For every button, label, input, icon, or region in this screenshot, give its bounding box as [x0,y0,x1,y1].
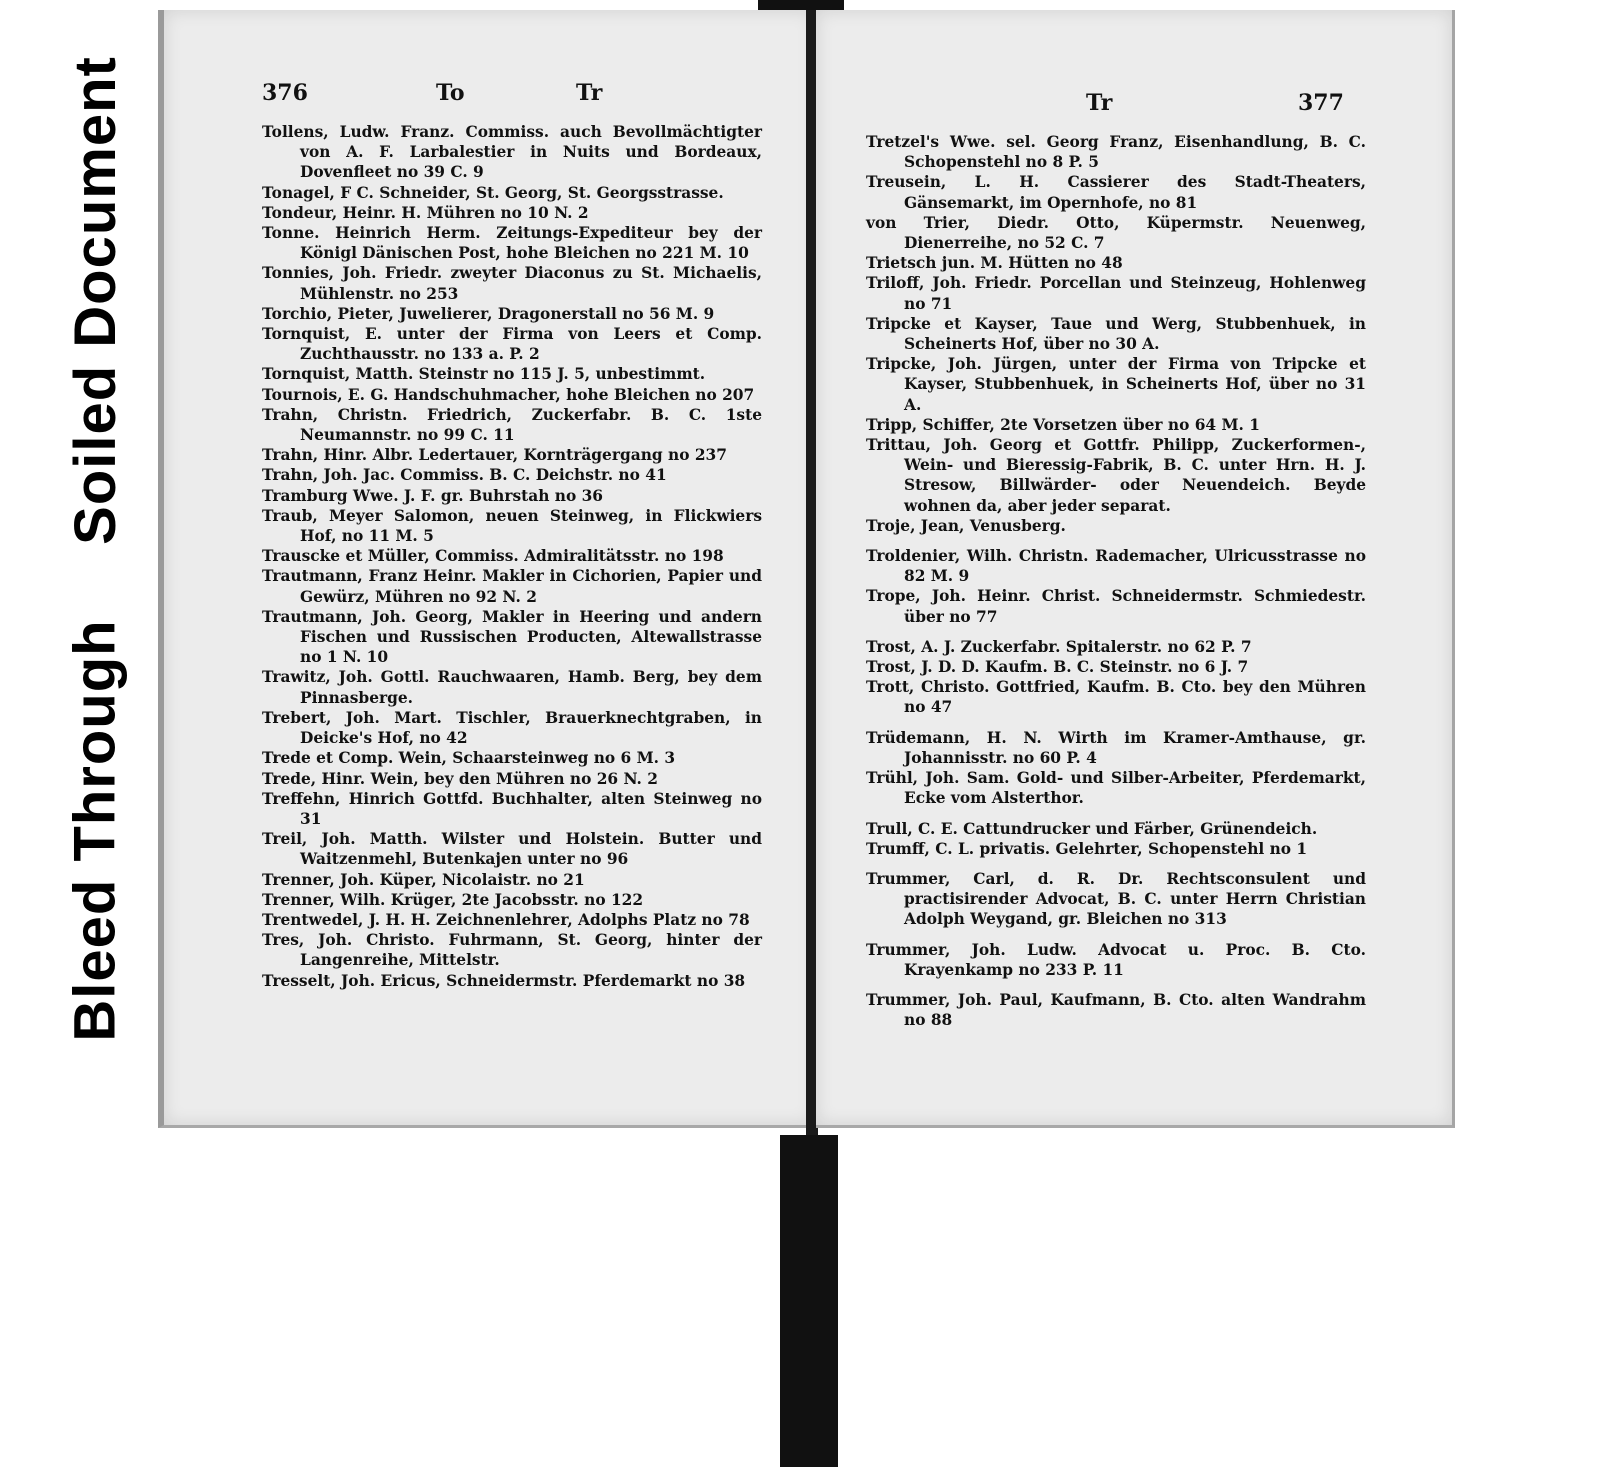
directory-entry: Tonne. Heinrich Herm. Zeitungs-Expediteur bey der Königl Dänischen Post, hohe Bleichen no 221 M. 10 [262,224,762,263]
directory-entry: Trede et Comp. Wein, Schaarsteinweg no 6 M. 3 [262,749,676,768]
directory-entry: Troldenier, Wilh. Christn. Rademacher, Ulricusstrasse no 82 M. 9 [866,547,1366,586]
directory-entry: Trühl, Joh. Sam. Gold- und Silber-Arbeiter, Pferdemarkt, Ecke vom Alsterthor. [866,769,1366,808]
directory-entry: Trenner, Joh. Küper, Nicolaistr. no 21 [262,870,585,889]
directory-entry: Trittau, Joh. Georg et Gottfr. Philipp, Zuckerformen-, Wein- und Bieressig-Fabrik, B. C. unter Hrn. H. J. Stresow, Billwärder- oder Neuendeich. Beyde wohnen da, aber jeder separat. [866,436,1366,515]
bleed-through-text: Bleed Through [62,618,128,1042]
directory-entry: Tournois, E. G. Handschuhmacher, hohe Bleichen no 207 [262,385,755,404]
left-page [158,10,814,1128]
directory-entry: Trummer, Joh. Paul, Kaufmann, B. Cto. alten Wandrahm no 88 [866,990,1366,1030]
directory-entry: Trope, Joh. Heinr. Christ. Schneidermstr. Schmiedestr. über no 77 [866,587,1366,626]
soiled-document-text: Soiled Document [62,55,128,545]
directory-entry: Traub, Meyer Salomon, neuen Steinweg, in Flickwiers Hof, no 11 M. 5 [262,506,762,546]
soiled-document-label [60,40,130,560]
bleed-through-label [60,600,130,1060]
directory-entry: Trautmann, Joh. Georg, Makler in Heering und andern Fischen und Russischen Producten, Altewallstrasse no 1 N. 10 [262,607,762,667]
directory-entry: Trummer, Carl, d. R. Dr. Rechtsconsulent und practisirender Advocat, B. C. unter Herrn Christian Adolph Weygand, gr. Bleichen no 313 [866,869,1366,929]
open-book [158,10,1458,1135]
directory-entry: von Trier, Diedr. Otto, Küpermstr. Neuenweg, Dienerreihe, no 52 C. 7 [866,213,1366,253]
directory-entry: Tornquist, Matth. Steinstr no 115 J. 5, unbestimmt. [262,365,706,384]
directory-entry: Trauscke et Müller, Commiss. Admiralitätsstr. no 198 [262,547,724,566]
directory-entry: Tretzel's Wwe. sel. Georg Franz, Eisenhandlung, B. C. Schopenstehl no 8 P. 5 [866,133,1366,172]
directory-entry: Tripcke et Kayser, Taue und Werg, Stubbenhuek, in Scheinerts Hof, über no 30 A. [866,314,1366,354]
directory-entry: Tres, Joh. Christo. Fuhrmann, St. Georg, hinter der Langenreihe, Mittelstr. [262,931,762,970]
directory-entry: Trahn, Hinr. Albr. Ledertauer, Kornträgergang no 237 [262,446,727,465]
directory-entry: Trede, Hinr. Wein, bey den Mühren no 26 N. 2 [262,769,658,788]
directory-entry: Treil, Joh. Matth. Wilster und Holstein. Butter und Waitzenmehl, Butenkajen unter no 96 [262,830,762,869]
directory-entry: Trautmann, Franz Heinr. Makler in Cichorien, Papier und Gewürz, Mühren no 92 N. 2 [262,567,762,606]
headword-to: To [436,80,465,106]
page-number-left: 376 [262,80,308,106]
left-entry-list [262,122,762,991]
directory-entry: Trawitz, Joh. Gottl. Rauchwaaren, Hamb. Berg, bey dem Pinnasberge. [262,668,762,707]
directory-entry: Tonagel, F C. Schneider, St. Georg, St. Georgsstrasse. [262,183,724,202]
directory-entry: Trost, J. D. D. Kaufm. B. C. Steinstr. no 6 J. 7 [866,658,1249,677]
headword-tr-left: Tr [576,80,603,106]
directory-entry: Tripp, Schiffer, 2te Vorsetzen über no 64 M. 1 [866,415,1260,434]
right-page [816,10,1455,1128]
directory-entry: Trull, C. E. Cattundrucker und Färber, Grünendeich. [866,819,1318,838]
directory-entry: Trummer, Joh. Ludw. Advocat u. Proc. B. Cto. Krayenkamp no 233 P. 11 [866,940,1366,979]
directory-entry: Trietsch jun. M. Hütten no 48 [866,254,1123,273]
directory-entry: Tornquist, E. unter der Firma von Leers et Comp. Zuchthausstr. no 133 a. P. 2 [262,325,762,364]
directory-entry: Tonnies, Joh. Friedr. zweyter Diaconus zu St. Michaelis, Mühlenstr. no 253 [262,264,762,303]
directory-entry: Tondeur, Heinr. H. Mühren no 10 N. 2 [262,203,589,222]
directory-entry: Trott, Christo. Gottfried, Kaufm. B. Cto. bey den Mühren no 47 [866,678,1366,717]
directory-entry: Trebert, Joh. Mart. Tischler, Brauerknechtgraben, in Deicke's Hof, no 42 [262,708,762,748]
directory-entry: Troje, Jean, Venusberg. [866,516,1066,535]
directory-entry: Treffehn, Hinrich Gottfd. Buchhalter, alten Steinweg no 31 [262,789,762,828]
directory-entry: Torchio, Pieter, Juwelierer, Dragonerstall no 56 M. 9 [262,304,715,323]
directory-entry: Triloff, Joh. Friedr. Porcellan und Steinzeug, Hohlenweg no 71 [866,274,1366,313]
page-number-right: 377 [1298,90,1344,116]
directory-entry: Trost, A. J. Zuckerfabr. Spitalerstr. no 62 P. 7 [866,637,1252,656]
directory-entry: Trentwedel, J. H. H. Zeichnenlehrer, Adolphs Platz no 78 [262,910,750,929]
directory-entry: Treusein, L. H. Cassierer des Stadt-Theaters, Gänsemarkt, im Opernhofe, no 81 [866,173,1366,212]
directory-entry: Trumff, C. L. privatis. Gelehrter, Schopenstehl no 1 [866,839,1308,858]
headword-tr-right: Tr [1086,90,1113,116]
directory-entry: Tripcke, Joh. Jürgen, unter der Firma von Tripcke et Kayser, Stubbenhuek, in Scheinerts Hof, über no 31 A. [866,355,1366,414]
directory-entry: Tresselt, Joh. Ericus, Schneidermstr. Pferdemarkt no 38 [262,971,746,990]
right-entry-list [866,132,1366,1030]
directory-entry: Trahn, Joh. Jac. Commiss. B. C. Deichstr. no 41 [262,466,667,485]
bookmark-ribbon-bottom [780,1135,838,1467]
directory-entry: Tramburg Wwe. J. F. gr. Buhrstah no 36 [262,486,604,505]
directory-entry: Tollens, Ludw. Franz. Commiss. auch Bevollmächtigter von A. F. Larbalestier in Nuits und Bordeaux, Dovenfleet no 39 C. 9 [262,123,762,182]
directory-entry: Trahn, Christn. Friedrich, Zuckerfabr. B. C. 1ste Neumannstr. no 99 C. 11 [262,405,762,445]
directory-entry: Trüdemann, H. N. Wirth im Kramer-Amthause, gr. Johannisstr. no 60 P. 4 [866,728,1366,767]
directory-entry: Trenner, Wilh. Krüger, 2te Jacobsstr. no 122 [262,890,644,909]
